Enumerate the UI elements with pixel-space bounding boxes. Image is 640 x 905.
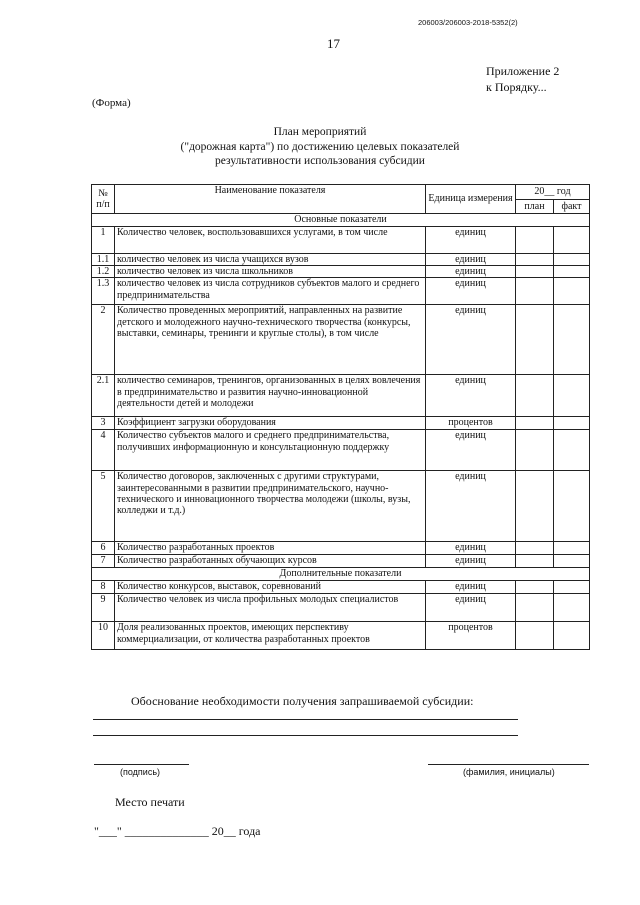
plan-value[interactable]: [516, 305, 554, 375]
plan-title-line-3: результативности использования субсидии: [215, 155, 425, 167]
section-label: Основные показатели: [92, 214, 590, 227]
row-number: 1.2: [92, 266, 115, 278]
plan-value[interactable]: [516, 266, 554, 278]
row-number: 5: [92, 471, 115, 542]
date-line: "___" ______________ 20__ года: [94, 824, 261, 838]
plan-value[interactable]: [516, 581, 554, 594]
plan-title-line-2: ("дорожная карта") по достижению целевых показателей: [180, 140, 460, 153]
fact-value[interactable]: [554, 622, 590, 650]
table-row: [92, 430, 590, 471]
fact-value[interactable]: [554, 581, 590, 594]
plan-value[interactable]: [516, 622, 554, 650]
plan-value[interactable]: [516, 278, 554, 305]
indicator-name: количество человек из числа учащихся вузов: [115, 254, 426, 266]
indicator-name: Количество конкурсов, выставок, соревнований: [115, 581, 426, 594]
unit-of-measure: единиц: [426, 555, 516, 568]
table-row: [92, 278, 590, 305]
justification-label: Обоснование необходимости получения запрашиваемой субсидии:: [131, 694, 474, 708]
table-body: [92, 214, 590, 650]
table-row: [92, 542, 590, 555]
appendix-line-2: к Порядку...: [486, 80, 547, 94]
header-year: 20__ год: [516, 185, 590, 200]
name-line: [428, 764, 589, 765]
fact-value[interactable]: [554, 254, 590, 266]
fact-value[interactable]: [554, 471, 590, 542]
unit-of-measure: единиц: [426, 542, 516, 555]
fact-value[interactable]: [554, 555, 590, 568]
seal-label: Место печати: [115, 795, 185, 809]
signature-caption: (подпись): [120, 767, 161, 777]
row-number: 4: [92, 430, 115, 471]
plan-value[interactable]: [516, 417, 554, 430]
indicator-name: количество человек из числа сотрудников субъектов малого и среднего предпринимательства: [115, 278, 426, 305]
plan-value[interactable]: [516, 542, 554, 555]
table-row: [92, 417, 590, 430]
table-row: [92, 227, 590, 254]
fact-value[interactable]: [554, 266, 590, 278]
indicator-name: количество человек из числа школьников: [115, 266, 426, 278]
unit-of-measure: процентов: [426, 417, 516, 430]
row-number: 10: [92, 622, 115, 650]
document-id: 206003/206003-2018-5352(2): [418, 18, 518, 27]
plan-value[interactable]: [516, 555, 554, 568]
page-number: 17: [327, 36, 340, 51]
unit-of-measure: единиц: [426, 227, 516, 254]
unit-of-measure: процентов: [426, 622, 516, 650]
unit-of-measure: единиц: [426, 266, 516, 278]
indicators-table: [91, 184, 590, 650]
section-label: Дополнительные показатели: [92, 568, 590, 581]
form-label: (Форма): [92, 97, 131, 109]
fact-value[interactable]: [554, 417, 590, 430]
plan-value[interactable]: [516, 227, 554, 254]
unit-of-measure: единиц: [426, 278, 516, 305]
indicator-name: Количество договоров, заключенных с другими структурами, заинтересованными в развитии предпринимательского, научно-технического и инновационного творчества молодежи (школы, вузы, колледжи и т.д.): [115, 471, 426, 542]
row-number: 6: [92, 542, 115, 555]
unit-of-measure: единиц: [426, 305, 516, 375]
fact-value[interactable]: [554, 594, 590, 622]
indicator-name: Коэффициент загрузки оборудования: [115, 417, 426, 430]
fact-value[interactable]: [554, 375, 590, 417]
fact-value[interactable]: [554, 278, 590, 305]
header-plan: план: [516, 200, 554, 214]
table-row: [92, 594, 590, 622]
unit-of-measure: единиц: [426, 471, 516, 542]
row-number: 1: [92, 227, 115, 254]
indicator-name: Количество субъектов малого и среднего предпринимательства, получивших информационную и консультационную поддержку: [115, 430, 426, 471]
row-number: 9: [92, 594, 115, 622]
header-unit: Единица измерения: [426, 185, 516, 214]
name-caption: (фамилия, инициалы): [463, 767, 555, 777]
row-number: 8: [92, 581, 115, 594]
row-number: 1.3: [92, 278, 115, 305]
unit-of-measure: единиц: [426, 375, 516, 417]
unit-of-measure: единиц: [426, 594, 516, 622]
table-row: [92, 375, 590, 417]
plan-value[interactable]: [516, 254, 554, 266]
row-number: 2: [92, 305, 115, 375]
indicator-name: Количество разработанных проектов: [115, 542, 426, 555]
plan-value[interactable]: [516, 471, 554, 542]
fact-value[interactable]: [554, 227, 590, 254]
indicator-name: Количество разработанных обучающих курсов: [115, 555, 426, 568]
plan-value[interactable]: [516, 594, 554, 622]
fact-value[interactable]: [554, 305, 590, 375]
justification-line-2: [93, 735, 518, 736]
table-row: [92, 254, 590, 266]
header-fact: факт: [554, 200, 590, 214]
fact-value[interactable]: [554, 542, 590, 555]
indicator-name: Количество человек из числа профильных молодых специалистов: [115, 594, 426, 622]
section-extra-header: [92, 568, 590, 581]
table-row: [92, 581, 590, 594]
row-number: 3: [92, 417, 115, 430]
row-number: 7: [92, 555, 115, 568]
justification-line-1: [93, 719, 518, 720]
signature-line: [94, 764, 189, 765]
row-number: 2.1: [92, 375, 115, 417]
appendix-line-1: Приложение 2: [486, 64, 560, 78]
plan-value[interactable]: [516, 375, 554, 417]
unit-of-measure: единиц: [426, 581, 516, 594]
row-number: 1.1: [92, 254, 115, 266]
indicator-name: Количество человек, воспользовавшихся услугами, в том числе: [115, 227, 426, 254]
table-row: [92, 305, 590, 375]
plan-title: [120, 125, 520, 169]
header-num: № п/п: [92, 185, 115, 214]
indicator-name: количество семинаров, тренингов, организованных в целях вовлечения в предпринимательство и развития научно-инновационной деятельности детей и молодежи: [115, 375, 426, 417]
table-row: [92, 471, 590, 542]
fact-value[interactable]: [554, 430, 590, 471]
indicator-name: Количество проведенных мероприятий, направленных на развитие детского и молодежного научно-технического творчества (конкурсы, выставки, семинары, тренинги и круглые столы), в том числе: [115, 305, 426, 375]
section-main-header: [92, 214, 590, 227]
plan-value[interactable]: [516, 430, 554, 471]
table-row: [92, 555, 590, 568]
unit-of-measure: единиц: [426, 254, 516, 266]
header-name: Наименование показателя: [115, 185, 426, 214]
table-row: [92, 622, 590, 650]
indicator-name: Доля реализованных проектов, имеющих перспективу коммерциализации, от количества разработанных проектов: [115, 622, 426, 650]
unit-of-measure: единиц: [426, 430, 516, 471]
plan-title-line-1: План мероприятий: [273, 126, 367, 138]
table-row: [92, 266, 590, 278]
appendix-label: [486, 63, 559, 95]
